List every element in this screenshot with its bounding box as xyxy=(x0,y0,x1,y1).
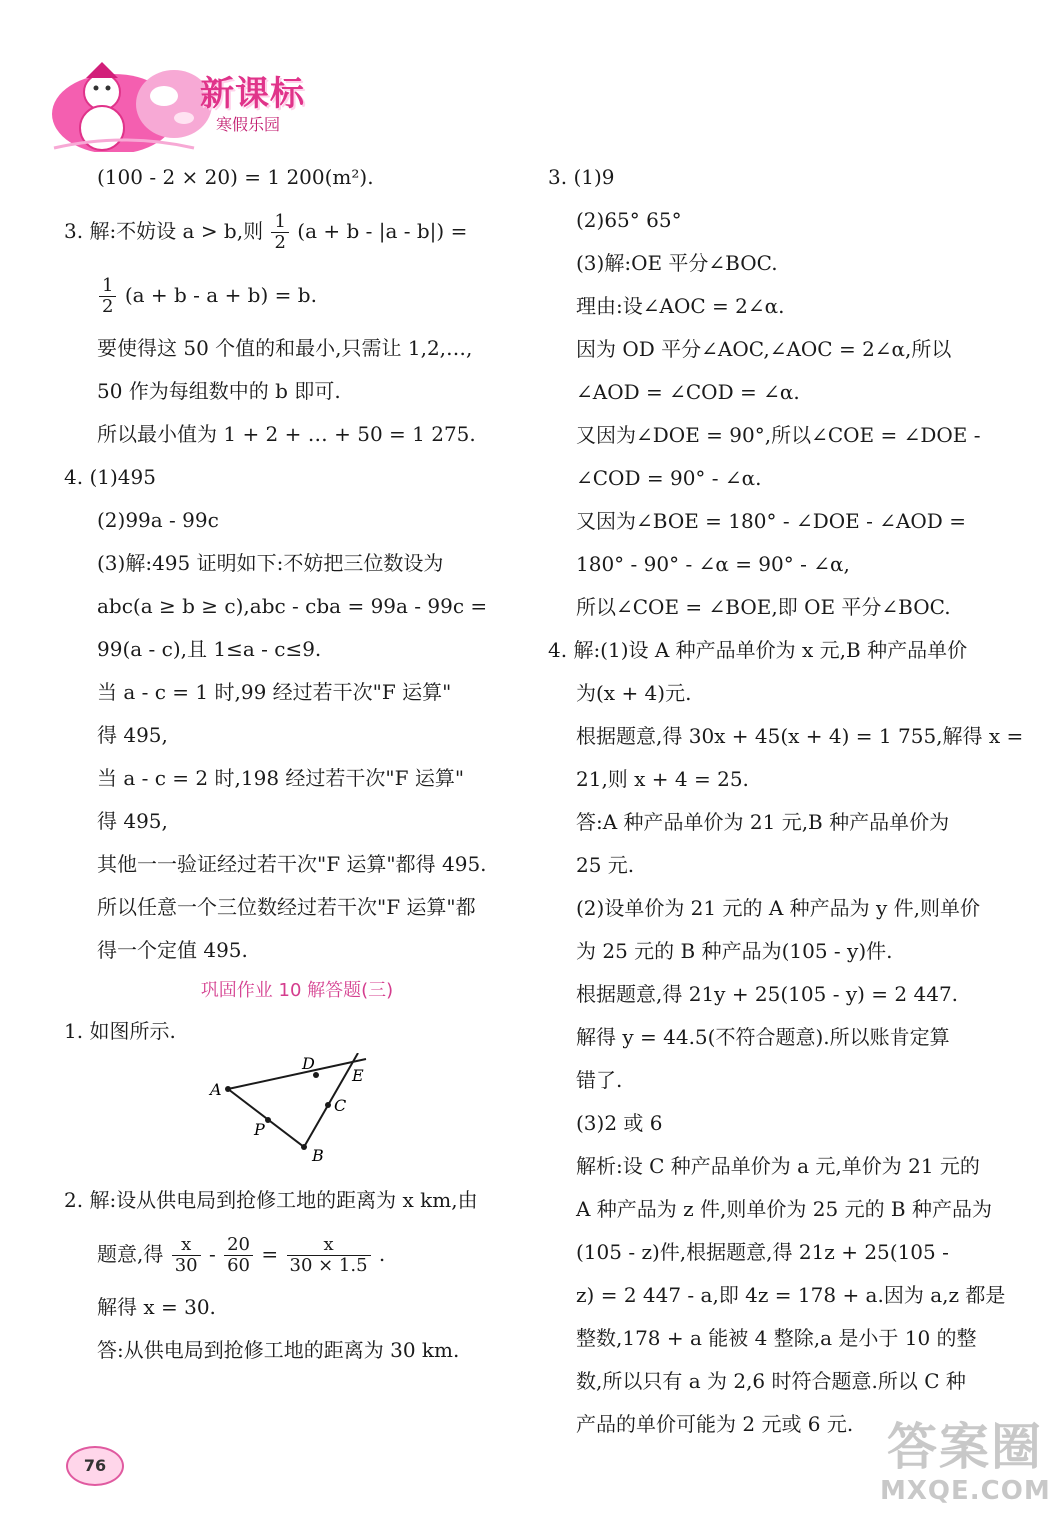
text-line: 产品的单价可能为 2 元或 6 元. xyxy=(576,1412,854,1436)
text-line: 99(a - c),且 1≤a - c≤9. xyxy=(97,637,322,661)
operator: - xyxy=(208,1242,216,1266)
text-line: 为(x + 4)元. xyxy=(576,681,692,705)
text-line: 答:从供电局到抢修工地的距离为 30 km. xyxy=(97,1338,460,1362)
fraction xyxy=(99,276,116,317)
label-B: B xyxy=(312,1146,324,1165)
text-line xyxy=(64,199,530,263)
watermark-text: 答案圈 xyxy=(887,1418,1043,1476)
operator: = xyxy=(261,1242,279,1266)
text-line: (3)2 或 6 xyxy=(576,1111,663,1135)
text-line: 为 25 元的 B 种产品为(105 - y)件. xyxy=(576,939,893,963)
text-line: 21,则 x + 4 = 25. xyxy=(576,767,749,791)
text-span: 3. 解:不妨设 a > b,则 xyxy=(64,219,264,243)
text-line: (105 - z)件,根据题意,得 21z + 25(105 - xyxy=(576,1240,949,1264)
watermark xyxy=(880,1418,1050,1518)
text-line: ∠AOD = ∠COD = ∠α. xyxy=(576,380,800,404)
text-line: 当 a - c = 1 时,99 经过若干次"F 运算" xyxy=(97,680,452,704)
point-A xyxy=(225,1086,231,1092)
text-line: 得 495, xyxy=(97,809,168,833)
text-line: 又因为∠DOE = 90°,所以∠COE = ∠DOE - xyxy=(576,423,981,447)
text-line: 其他一一验证经过若干次"F 运算"都得 495. xyxy=(97,852,487,876)
text-line: A 种产品为 z 件,则单价为 25 元的 B 种产品为 xyxy=(576,1197,992,1221)
watermark-url: MXQE.COM xyxy=(880,1476,1051,1506)
text-line: 4. (1)495 xyxy=(64,465,156,489)
page-number: 76 xyxy=(66,1446,124,1486)
text-line: 数,所以只有 a 为 2,6 时符合题意.所以 C 种 xyxy=(576,1369,966,1393)
text-line: ∠COD = 90° - ∠α. xyxy=(576,466,762,490)
label-D: D xyxy=(302,1054,315,1073)
text-line: (2)99a - 99c xyxy=(97,508,219,532)
left-column xyxy=(64,156,530,1372)
text-line: 解得 y = 44.5(不符合题意).所以账肯定算 xyxy=(576,1025,950,1049)
fraction-denominator: 2 xyxy=(274,232,286,253)
text-line: 180° - 90° - ∠α = 90° - ∠α, xyxy=(576,552,850,576)
text-line: 解得 x = 30. xyxy=(97,1295,216,1319)
text-line: 得 495, xyxy=(97,723,168,747)
text-line: 整数,178 + a 能被 4 整除,a 是小于 10 的整 xyxy=(576,1326,977,1350)
triangle-diagram xyxy=(64,1053,530,1179)
text-line: 1. 如图所示. xyxy=(64,1019,176,1043)
fraction xyxy=(172,1235,201,1276)
fraction-numerator: 1 xyxy=(271,212,288,233)
fraction-numerator: x xyxy=(172,1235,201,1256)
text-span: 题意,得 xyxy=(97,1242,164,1266)
text-line xyxy=(64,1222,530,1286)
section-title: 巩固作业 10 解答题(三) xyxy=(200,980,394,1001)
fraction-numerator: 1 xyxy=(99,276,116,297)
text-line: 50 作为每组数中的 b 即可. xyxy=(97,379,341,403)
point-P xyxy=(265,1117,271,1123)
text-line: (3)解:OE 平分∠BOC. xyxy=(576,251,778,275)
text-line: 4. 解:(1)设 A 种产品单价为 x 元,B 种产品单价 xyxy=(548,638,968,662)
text-span: (a + b - a + b) = b. xyxy=(124,283,317,307)
geometry-figure xyxy=(64,1053,530,1179)
text-line: 所以∠COE = ∠BOE,即 OE 平分∠BOC. xyxy=(576,595,951,619)
text-span: . xyxy=(378,1242,386,1266)
text-line: abc(a ≥ b ≥ c),abc - cba = 99a - 99c = xyxy=(97,594,488,618)
fraction-denominator: 2 xyxy=(102,296,114,317)
text-line: (100 - 2 × 20) = 1 200(m²). xyxy=(97,165,374,189)
point-C xyxy=(325,1102,331,1108)
text-line xyxy=(64,263,530,327)
text-line: z) = 2 447 - a,即 4z = 178 + a.因为 a,z 都是 xyxy=(576,1283,1006,1307)
text-line: 根据题意,得 21y + 25(105 - y) = 2 447. xyxy=(576,982,959,1006)
text-line: 得一个定值 495. xyxy=(97,938,248,962)
text-line: 所以任意一个三位数经过若干次"F 运算"都 xyxy=(97,895,476,919)
label-E: E xyxy=(352,1066,364,1085)
text-line: (2)65° 65° xyxy=(576,208,682,232)
fraction xyxy=(224,1235,253,1276)
point-B xyxy=(301,1144,307,1150)
right-column xyxy=(548,156,1024,1446)
fraction xyxy=(287,1235,371,1276)
label-P: P xyxy=(254,1120,265,1139)
brand-title: 新课标 xyxy=(200,74,305,114)
fraction-denominator: 30 × 1.5 xyxy=(289,1255,368,1276)
text-line: 因为 OD 平分∠AOC,∠AOC = 2∠α,所以 xyxy=(576,337,952,361)
fraction-numerator: x xyxy=(287,1235,371,1256)
text-line: 错了. xyxy=(576,1068,623,1092)
text-line: 要使得这 50 个值的和最小,只需让 1,2,…, xyxy=(97,336,473,360)
text-line: 又因为∠BOE = 180° - ∠DOE - ∠AOD = xyxy=(576,509,966,533)
text-line: 2. 解:设从供电局到抢修工地的距离为 x km,由 xyxy=(64,1188,478,1212)
brand-subtitle: 寒假乐园 xyxy=(216,115,281,134)
text-line: 解析:设 C 种产品单价为 a 元,单价为 21 元的 xyxy=(576,1154,980,1178)
text-line: 根据题意,得 30x + 45(x + 4) = 1 755,解得 x = xyxy=(576,724,1024,748)
text-line: 所以最小值为 1 + 2 + … + 50 = 1 275. xyxy=(97,422,476,446)
label-A: A xyxy=(210,1080,222,1099)
text-line: 当 a - c = 2 时,198 经过若干次"F 运算" xyxy=(97,766,465,790)
fraction-numerator: 20 xyxy=(224,1235,253,1256)
text-line: 理由:设∠AOC = 2∠α. xyxy=(576,294,785,318)
text-line: (3)解:495 证明如下:不妨把三位数设为 xyxy=(97,551,444,575)
fraction-denominator: 60 xyxy=(227,1255,251,1276)
text-line: (2)设单价为 21 元的 A 种产品为 y 件,则单价 xyxy=(576,896,981,920)
text-line: 3. (1)9 xyxy=(548,165,615,189)
fraction-denominator: 30 xyxy=(174,1255,198,1276)
text-span: (a + b - |a - b|) = xyxy=(297,219,468,243)
text-line: 答:A 种产品单价为 21 元,B 种产品单价为 xyxy=(576,810,950,834)
label-C: C xyxy=(334,1096,347,1115)
text-line: 25 元. xyxy=(576,853,635,877)
fraction xyxy=(271,212,288,253)
